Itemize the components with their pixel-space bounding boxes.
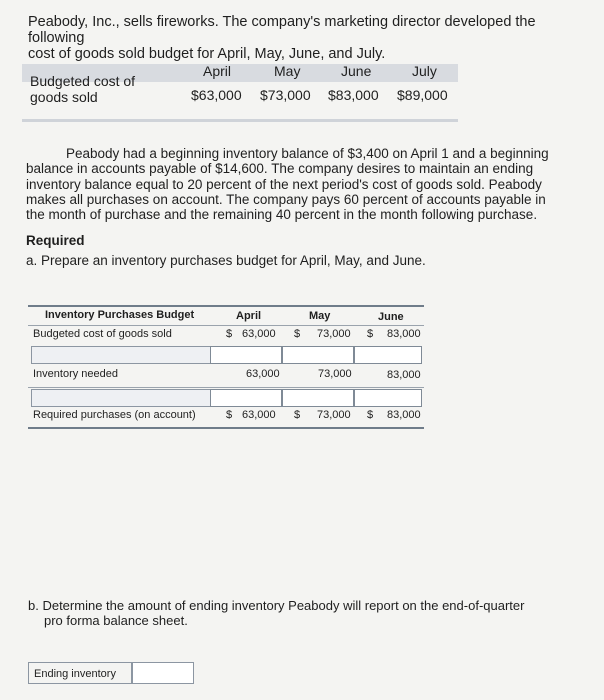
blank-row2-may-input[interactable] (282, 389, 354, 407)
needed-may: 73,000 (318, 368, 352, 380)
currency-symbol: $ (294, 328, 301, 340)
currency-symbol: $ (226, 409, 233, 421)
cogs-may: 73,000 (317, 328, 351, 340)
col-header-may: May (309, 310, 331, 322)
cogs-month-july: July (412, 63, 437, 79)
cogs-month-june: June (341, 63, 372, 79)
part-b-instruction: b. Determine the amount of ending inventory Peabody will report on the end-of-quarter pro forma balance sheet. (28, 598, 525, 628)
row-label-inventory-needed: Inventory needed (33, 368, 119, 380)
purchases-april: 63,000 (242, 409, 276, 421)
cogs-value-july: $89,000 (397, 87, 448, 103)
currency-symbol: $ (294, 409, 301, 421)
problem-paragraph: Peabody had a beginning inventory balance of $3,400 on April 1 and a beginning balance in accounts payable of $14,600. The company desires to maintain an ending inventory balance equal to 20 percent of the next period's cost of goods sold. Peabody makes all purchases on account. The company pays 60 percent of accounts payable in the month of purchase and the remaining 40 percent in the month following purchase. (26, 146, 549, 223)
cogs-bottom-rule (22, 119, 458, 122)
currency-symbol: $ (226, 328, 233, 340)
blank-row-june-input[interactable] (354, 346, 422, 364)
currency-symbol: $ (367, 328, 374, 340)
intro-line-2: cost of goods sold budget for April, May, June, and July. (28, 46, 386, 62)
ending-inventory-input[interactable] (132, 662, 194, 684)
intro-line-1: Peabody, Inc., sells fireworks. The company's marketing director developed the following (28, 14, 536, 46)
purchases-june: 83,000 (387, 409, 421, 421)
required-heading: Required (26, 233, 85, 248)
part-a-instruction: a. Prepare an inventory purchases budget for April, May, and June. (26, 253, 426, 268)
cogs-value-june: $83,000 (328, 87, 379, 103)
ending-inventory-label: Ending inventory (28, 662, 132, 684)
needed-june: 83,000 (387, 369, 421, 381)
blank-row-may-input[interactable] (282, 346, 354, 364)
col-header-april: April (236, 310, 262, 322)
cogs-value-may: $73,000 (260, 87, 311, 103)
cogs-april: 63,000 (242, 328, 276, 340)
purchases-may: 73,000 (317, 409, 351, 421)
col-header-june: June (378, 311, 404, 323)
cogs-june: 83,000 (387, 328, 421, 340)
blank-row2-april-input[interactable] (210, 389, 282, 407)
table-title: Inventory Purchases Budget (45, 309, 195, 321)
cogs-month-may: May (274, 63, 301, 79)
needed-april: 63,000 (246, 368, 280, 380)
cogs-value-april: $63,000 (191, 87, 242, 103)
blank-row-april-input[interactable] (210, 346, 282, 364)
blank-row2-june-input[interactable] (354, 389, 422, 407)
inventory-purchases-table (28, 305, 424, 429)
cogs-row-label: Budgeted cost of goods sold (30, 73, 136, 105)
cogs-month-april: April (203, 63, 232, 79)
row-label-cogs: Budgeted cost of goods sold (33, 328, 172, 340)
intro-text (28, 14, 588, 62)
currency-symbol: $ (367, 409, 374, 421)
row-label-required-purchases: Required purchases (on account) (33, 409, 196, 421)
